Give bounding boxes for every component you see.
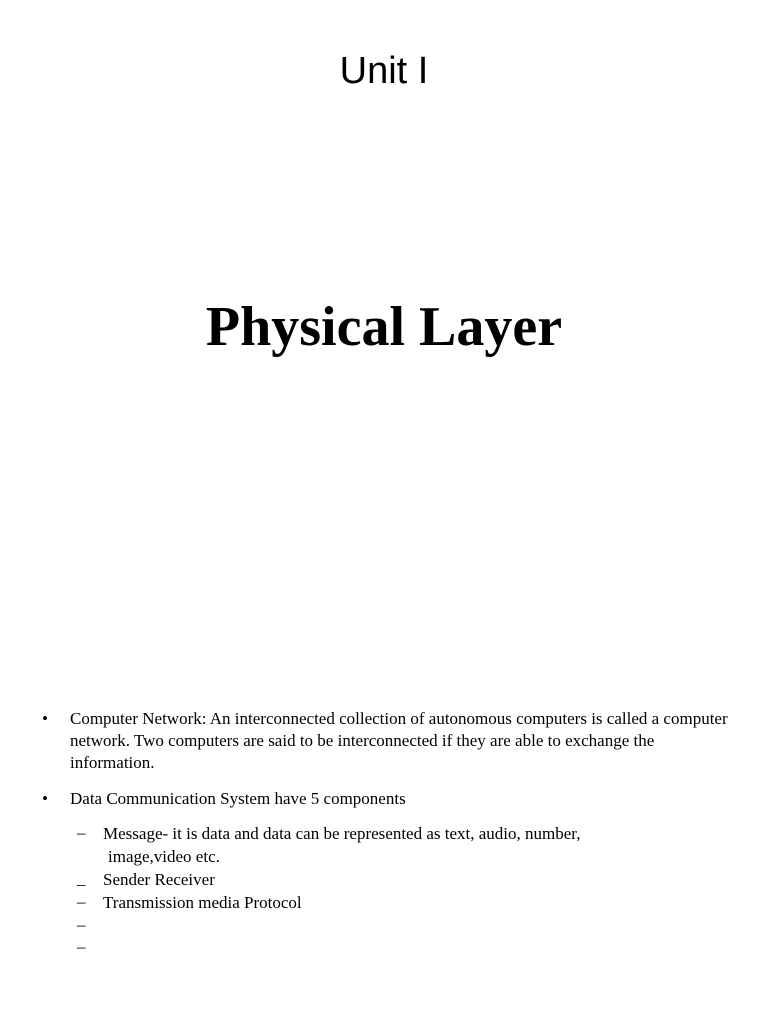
sub-item-transmission-protocol <box>77 891 732 914</box>
sub-item-text: Sender Receiver <box>103 870 215 889</box>
dash-marker: – <box>77 892 86 911</box>
sub-item-continuation: image,video etc. <box>108 847 220 866</box>
dash-marker: – <box>77 937 86 956</box>
bullet-marker: • <box>42 709 48 728</box>
bullet-data-communication <box>42 788 732 810</box>
dash-marker: – <box>77 823 86 842</box>
bullet-computer-network <box>42 708 732 774</box>
dash-marker: _ <box>77 869 86 888</box>
bullet-text: Data Communication System have 5 components <box>70 789 406 808</box>
dash-marker: – <box>77 915 86 934</box>
page-title: Physical Layer <box>205 296 563 358</box>
component-sub-list <box>77 822 732 958</box>
sub-item-empty <box>77 914 732 936</box>
sub-item-message <box>77 822 732 868</box>
sub-item-text: Transmission media Protocol <box>103 893 302 912</box>
sub-item-text: Message- it is data and data can be represented as text, audio, number, <box>103 824 581 843</box>
bullet-text: Computer Network: An interconnected collection of autonomous computers is called a computer network. Two computers are said to be interconnected if they are able to exchange the information. <box>70 709 728 772</box>
sub-item-empty <box>77 936 732 958</box>
sub-item-sender-receiver <box>77 868 732 891</box>
unit-title: Unit I <box>339 50 429 92</box>
bullet-marker: • <box>42 789 48 808</box>
bullet-list <box>42 708 732 958</box>
